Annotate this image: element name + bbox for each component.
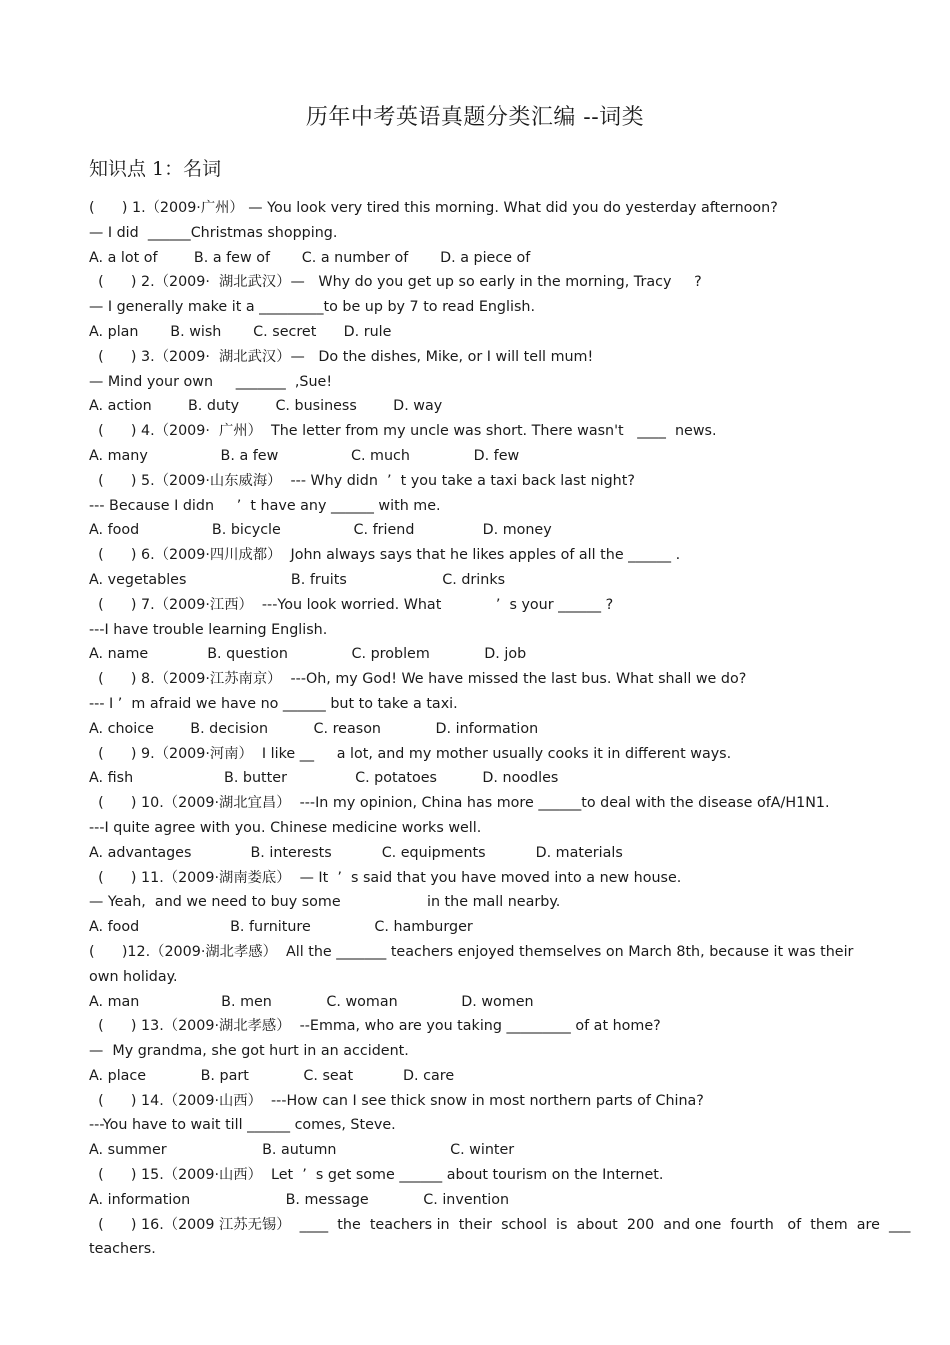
text-line: A. man B. men C. woman D. women bbox=[89, 993, 534, 1010]
text-line: A. food B. furniture C. hamburger bbox=[89, 919, 473, 936]
text-line: A. place B. part C. seat D. care bbox=[89, 1067, 455, 1084]
text-line: own holiday. bbox=[89, 968, 178, 985]
text-line: --- Because I didn ’ t have any ______ with me. bbox=[89, 497, 441, 514]
text-line: ( ) 8.（2009·江苏南京） ---Oh, my God! We have missed the last bus. What shall we do? bbox=[89, 671, 747, 688]
text-line: ( ) 14.（2009·山西） ---How can I see thick snow in most northern parts of China? bbox=[89, 1092, 704, 1109]
text-line: — Mind your own _______ ,Sue! bbox=[89, 373, 333, 390]
text-line: A. food B. bicycle C. friend D. money bbox=[89, 522, 552, 539]
text-line: --- I ’ m afraid we have no ______ but to take a taxi. bbox=[89, 695, 458, 712]
text-line: ( ) 13.（2009·湖北孝感） --Emma, who are you taking _________ of at home? bbox=[89, 1018, 661, 1035]
text-line: ---I quite agree with you. Chinese medicine works well. bbox=[89, 819, 482, 836]
text-line: A. action B. duty C. business D. way bbox=[89, 398, 443, 415]
text-line: A. plan B. wish C. secret D. rule bbox=[89, 323, 392, 340]
text-line: ( ) 2.（2009· 湖北武汉）— Why do you get up so early in the morning, Tracy ? bbox=[89, 274, 702, 291]
text-line: A. many B. a few C. much D. few bbox=[89, 447, 520, 464]
text-line: A. choice B. decision C. reason D. information bbox=[89, 720, 539, 737]
text-line: A. name B. question C. problem D. job bbox=[89, 646, 527, 663]
text-line: ( ) 9.（2009·河南） I like __ a lot, and my mother usually cooks it in different ways. bbox=[89, 745, 732, 762]
text-line: — I generally make it a _________to be up by 7 to read English. bbox=[89, 299, 536, 316]
text-line: A. vegetables B. fruits C. drinks bbox=[89, 571, 506, 588]
text-line: ( ) 4.（2009· 广州） The letter from my uncle was short. There wasn't ____ news. bbox=[89, 423, 717, 440]
text-line: ( ) 11.（2009·湖南娄底） — It ’ s said that you have moved into a new house. bbox=[89, 869, 682, 886]
text-line: ---You have to wait till ______ comes, Steve. bbox=[89, 1117, 396, 1134]
text-line: ( ) 15.（2009·山西） Let ’ s get some ______ about tourism on the Internet. bbox=[89, 1167, 664, 1184]
text-line: — My grandma, she got hurt in an accident. bbox=[89, 1043, 409, 1060]
text-line: — I did ______Christmas shopping. bbox=[89, 224, 338, 241]
text-line: ( )12.（2009·湖北孝感） All the _______ teachers enjoyed themselves on March 8th, because it was their bbox=[89, 943, 854, 960]
text-line: A. information B. message C. invention bbox=[89, 1191, 510, 1208]
text-line: ( ) 6.（2009·四川成都） John always says that he likes apples of all the ______ . bbox=[89, 547, 681, 564]
section-heading: 知识点 1：名词 bbox=[89, 158, 222, 180]
text-line: ( ) 7.（2009·江西） ---You look worried. What ’ s your ______ ? bbox=[89, 596, 614, 613]
document-title: 历年中考英语真题分类汇编 --词类 bbox=[305, 105, 645, 130]
text-line: teachers. bbox=[89, 1241, 156, 1258]
text-line: ( ) 1.（2009·广州） — You look very tired this morning. What did you do yesterday afternoon? bbox=[89, 200, 778, 216]
text-line: ( ) 16.（2009 江苏无锡） ____ the teachers in their school is about 200 and one fourth of them are ___ bbox=[89, 1216, 911, 1233]
text-line: A. fish B. butter C. potatoes D. noodles bbox=[89, 770, 559, 787]
text-line: ( ) 10.（2009·湖北宜昌） ---In my opinion, China has more ______to deal with the disease ofA/H1N1. bbox=[89, 795, 830, 812]
question-list bbox=[89, 196, 911, 1262]
text-line: ( ) 5.（2009·山东威海） --- Why didn ’ t you take a taxi back last night? bbox=[89, 472, 635, 489]
text-line: A. advantages B. interests C. equipments D. materials bbox=[89, 844, 623, 861]
text-line: — Yeah, and we need to buy some in the mall nearby. bbox=[89, 894, 561, 911]
text-line: A. a lot of B. a few of C. a number of D. a piece of bbox=[89, 249, 531, 266]
text-line: A. summer B. autumn C. winter bbox=[89, 1142, 515, 1159]
text-line: ---I have trouble learning English. bbox=[89, 621, 328, 638]
text-line: ( ) 3.（2009· 湖北武汉）— Do the dishes, Mike, or I will tell mum! bbox=[89, 348, 594, 365]
